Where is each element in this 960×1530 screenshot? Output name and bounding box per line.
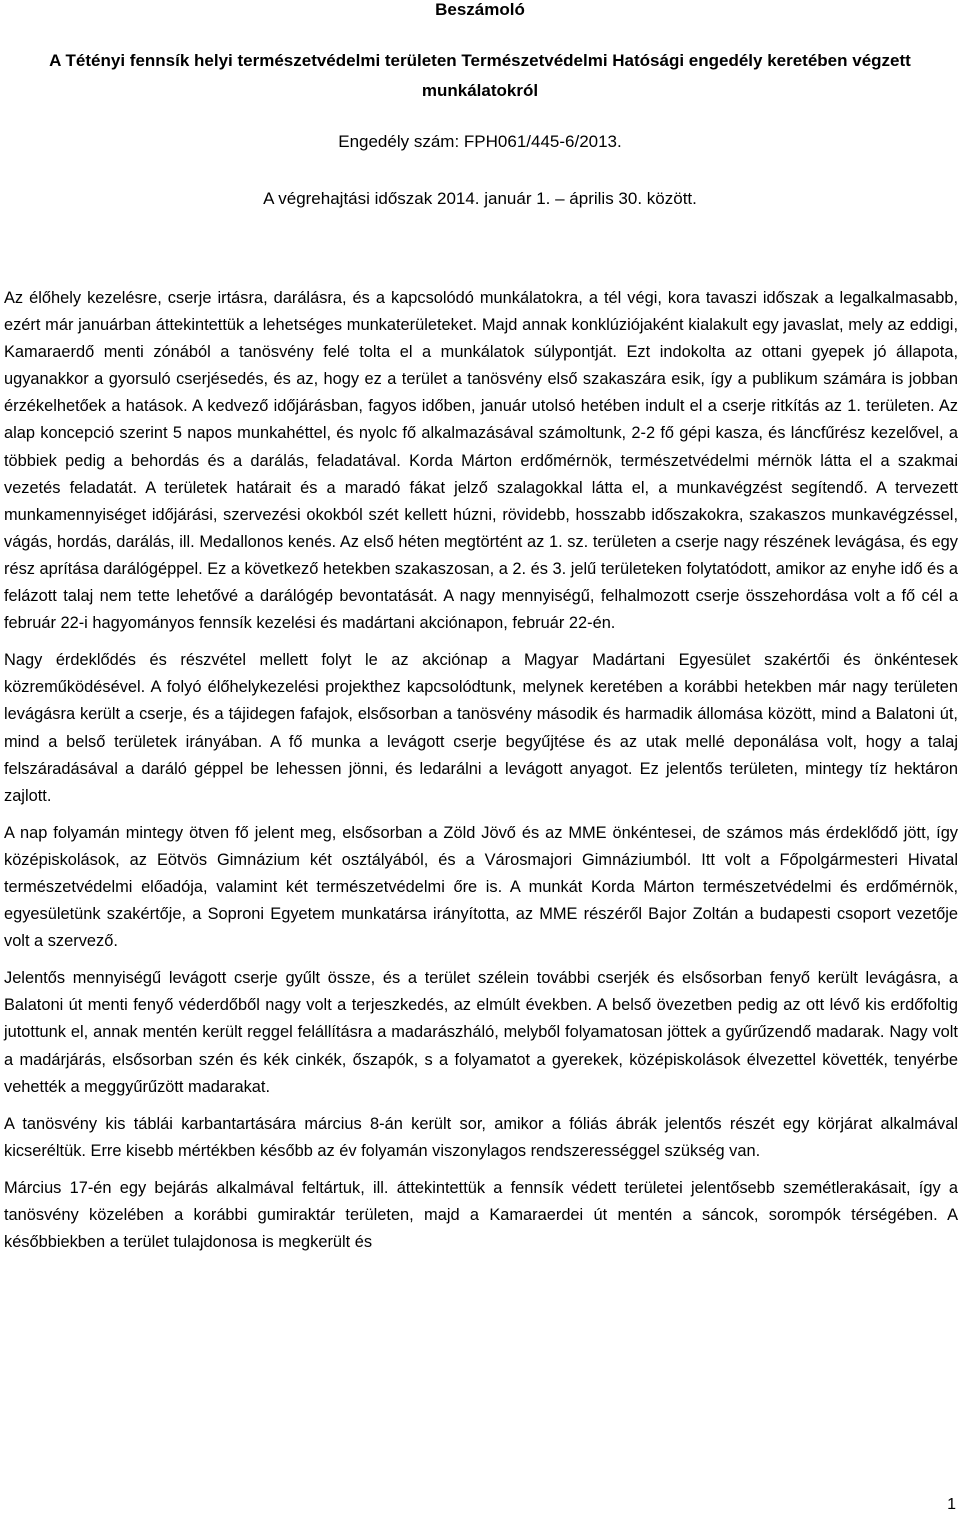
permit-number: Engedély szám: FPH061/445-6/2013.: [338, 132, 622, 151]
paragraph: Jelentős mennyiségű levágott cserje gyűlt össze, és a terület szélein további cserjék és elsősorban fenyő került levágásra, a Balatoni út menti fenyő véderdőből nagy volt a terjeszkedés, az elmúlt években. A belső övezetben pedig az ott lévő kis erdőfoltig jutottunk el, annak mentén került reggel felállításra a madarászháló, melyből folyamatosan jöttek a gyűrűzendő madarak. Nagy volt a madárjárás, elsősorban szén és kék cinkék, őszapók, s a folyamatot a gyerekek, középiskolások élvezettel követték, tenyérbe vehették a meggyűrűzött madarakat.: [4, 969, 958, 1096]
paragraph: A nap folyamán mintegy ötven fő jelent meg, elsősorban a Zöld Jövő és az MME önkéntesei, de számos más érdeklődő jött, így középiskolások, az Eötvös Gimnázium két osztályából, és a Városmajori Gimnáziumból. Itt volt a Főpolgármesteri Hivatal természetvédelmi előadója, valamint két természetvédelmi őre is. A munkát Korda Márton természetvédelmi és erdőmérnök, egyesületünk szakértője, a Soproni Egyetem munkatársa irányította, az MME részéről Bajor Zoltán a budapesti csoport vezetője volt a szervező.: [4, 823, 958, 951]
execution-period: A végrehajtási időszak 2014. január 1. – április 30. között.: [263, 189, 697, 208]
page-number: 1: [947, 1496, 956, 1513]
paragraph: A tanösvény kis táblái karbantartására március 8-án került sor, amikor a fóliás ábrák jelentős részét egy körjárat alkalmával kicseréltük. Erre kisebb mértékben később az év folyamán viszonylagos rendszerességgel szükség van.: [4, 1114, 958, 1160]
paragraph: Nagy érdeklődés és részvétel mellett folyt le az akciónap a Magyar Madártani Egyesület szakértői és önkéntesek közreműködésével. A folyó élőhelykezelési projekthez kapcsolódtunk, melynek keretében a korábbi hetekben már nagy területen levágásra került a cserje, és a tájidegen fafajok, elsősorban a tanösvény második és harmadik állomása között, mind a Balatoni út, mind a belső területek irányában. A fő munka a levágott cserje begyűjtése és az utak mellé deponálása volt, hogy a talaj felszáradásával a daráló géppel be lehessen jönni, és ledarálni a levágott anyagot. Ez jelentős területen, mintegy tíz hektáron zajlott.: [4, 651, 958, 805]
paragraph: Az élőhely kezelésre, cserje irtásra, darálásra, és a kapcsolódó munkálatokra, a tél végi, kora tavaszi időszak a legalkalmasabb, ezért már januárban áttekintettük a lehetséges munkaterületeket. Majd annak konklúziójaként kialakult egy javaslat, mely az eddigi, Kamaraerdő menti zónából a tanösvény felé tolta el a munkálatok súlypontját. Ezt indokolta az ottani gyepek jó állapota, ugyanakkor a gyorsuló cserjésedés, és az, hogy ez a terület a tanösvény első szakaszára esik, így a publikum számára is jobban érzékelhetőek a hatások. A kedvező időjárásban, fagyos időben, január utolsó hetében indult el a cserje ritkítás az 1. területen. Az alap koncepció szerint 5 napos munkahéttel, és nyolc fő alkalmazásával számoltunk, 2-2 fő gépi kasza, és láncfűrész kezelővel, a többiek pedig a behordás és a darálás, feladatával. Korda Márton erdőmérnök, természetvédelmi mérnök látta el a szakmai vezetés feladatát. A területek határait és a maradó fákat jelző szalagokkal látta el, a munkavégzést segítendő. A tervezett munkamennyiséget időjárási, szervezési okokból szét kellett húzni, rövidebb, hosszabb időszakokra, szakaszos munkavégzéssel, vágás, hordás, darálás, ill. Medallonos kenés. Az első héten megtörtént az 1. sz. területen a cserje nagy részének levágása, és egy rész aprítása darálógéppel. Ez a következő hetekben szakaszosan, a 2. és 3. jelű területeken folytatódott, amikor az enyhe idő és a felázott talaj nem tette lehetővé a darálógép bevontatását. A nagy mennyiségű, felhalmozott cserje összehordása volt a fő cél a február 22-i hagyományos fennsík kezelési és madártani akciónapon, február 22-én.: [4, 289, 958, 633]
document-subtitle: A Tétényi fennsík helyi természetvédelmi területen Természetvédelmi Hatósági engedély keretében végzett munkálatokról: [49, 51, 911, 100]
paragraph: Március 17-én egy bejárás alkalmával feltártuk, ill. áttekintettük a fennsík védett területei jelentősebb szemétlerakásait, így a tanösvény közelében a korábbi gumiraktár területen, majd a Kamaraerdei út mentén a sáncok, sorompók térségében. A későbbiekben a terület tulajdonosa is megkerült és: [4, 1178, 958, 1252]
document-title: Beszámoló: [435, 0, 525, 19]
document-body: [4, 285, 958, 1266]
